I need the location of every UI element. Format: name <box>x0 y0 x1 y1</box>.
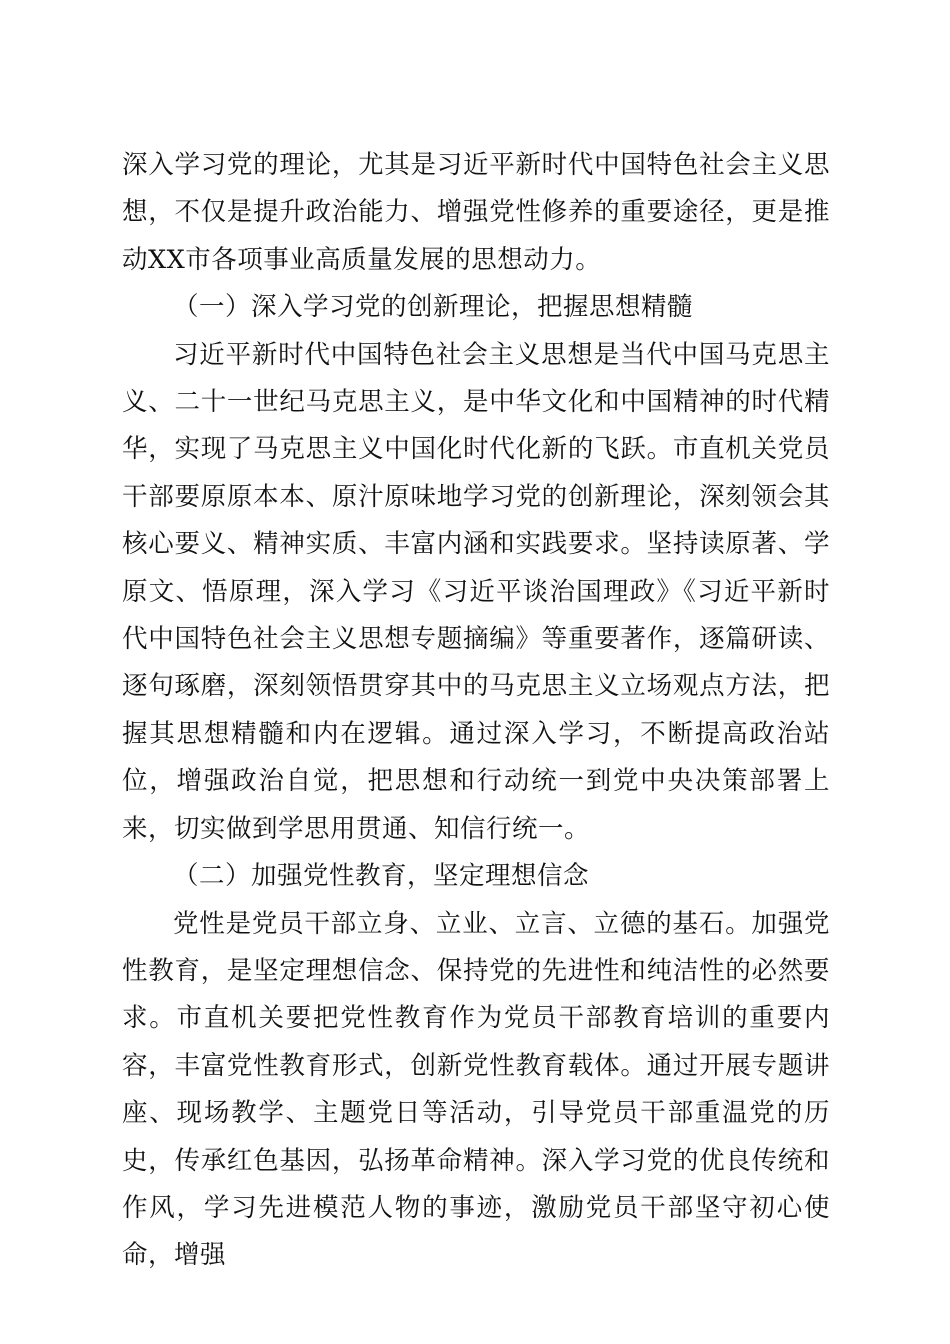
section-heading-1: （一）深入学习党的创新理论，把握思想精髓 <box>173 292 694 323</box>
paragraph-section-2: 党性是党员干部立身、立业、立言、立德的基石。加强党性教育，是坚定理想信念、保持党的先进性和纯洁性的必然要求。市直机关要把党性教育作为党员干部教育培训的重要内容，丰富党性教育形式，创新党性教育载体。通过开展专题讲座、现场教学、主题党日等活动，引导党员干部重温党的历史，传承红色基因，弘扬革命精神。深入学习党的优良传统和作风，学习先进模范人物的事迹，激励党员干部坚守初心使命，增强 <box>122 908 830 1271</box>
paragraph-section-1: 习近平新时代中国特色社会主义思想是当代中国马克思主义、二十一世纪马克思主义，是中华文化和中国精神的时代精华，实现了马克思主义中国化时代化新的飞跃。市直机关党员干部要原原本本、原汁原味地学习党的创新理论，深刻领会其核心要义、精神实质、丰富内涵和实践要求。坚持读原著、学原文、悟原理，深入学习《习近平谈治国理政》《习近平新时代中国特色社会主义思想专题摘编》等重要著作，逐篇研读、逐句琢磨，深刻领悟贯穿其中的马克思主义立场观点方法，把握其思想精髓和内在逻辑。通过深入学习，不断提高政治站位，增强政治自觉，把思想和行动统一到党中央决策部署上来，切实做到学思用贯通、知信行统一。 <box>122 339 830 844</box>
paragraph-continuation: 深入学习党的理论，尤其是习近平新时代中国特色社会主义思想，不仅是提升政治能力、增强党性修养的重要途径，更是推动XX市各项事业高质量发展的思想动力。 <box>122 150 830 275</box>
section-heading-2: （二）加强党性教育，坚定理想信念 <box>173 861 590 892</box>
document-body <box>122 142 830 1280</box>
